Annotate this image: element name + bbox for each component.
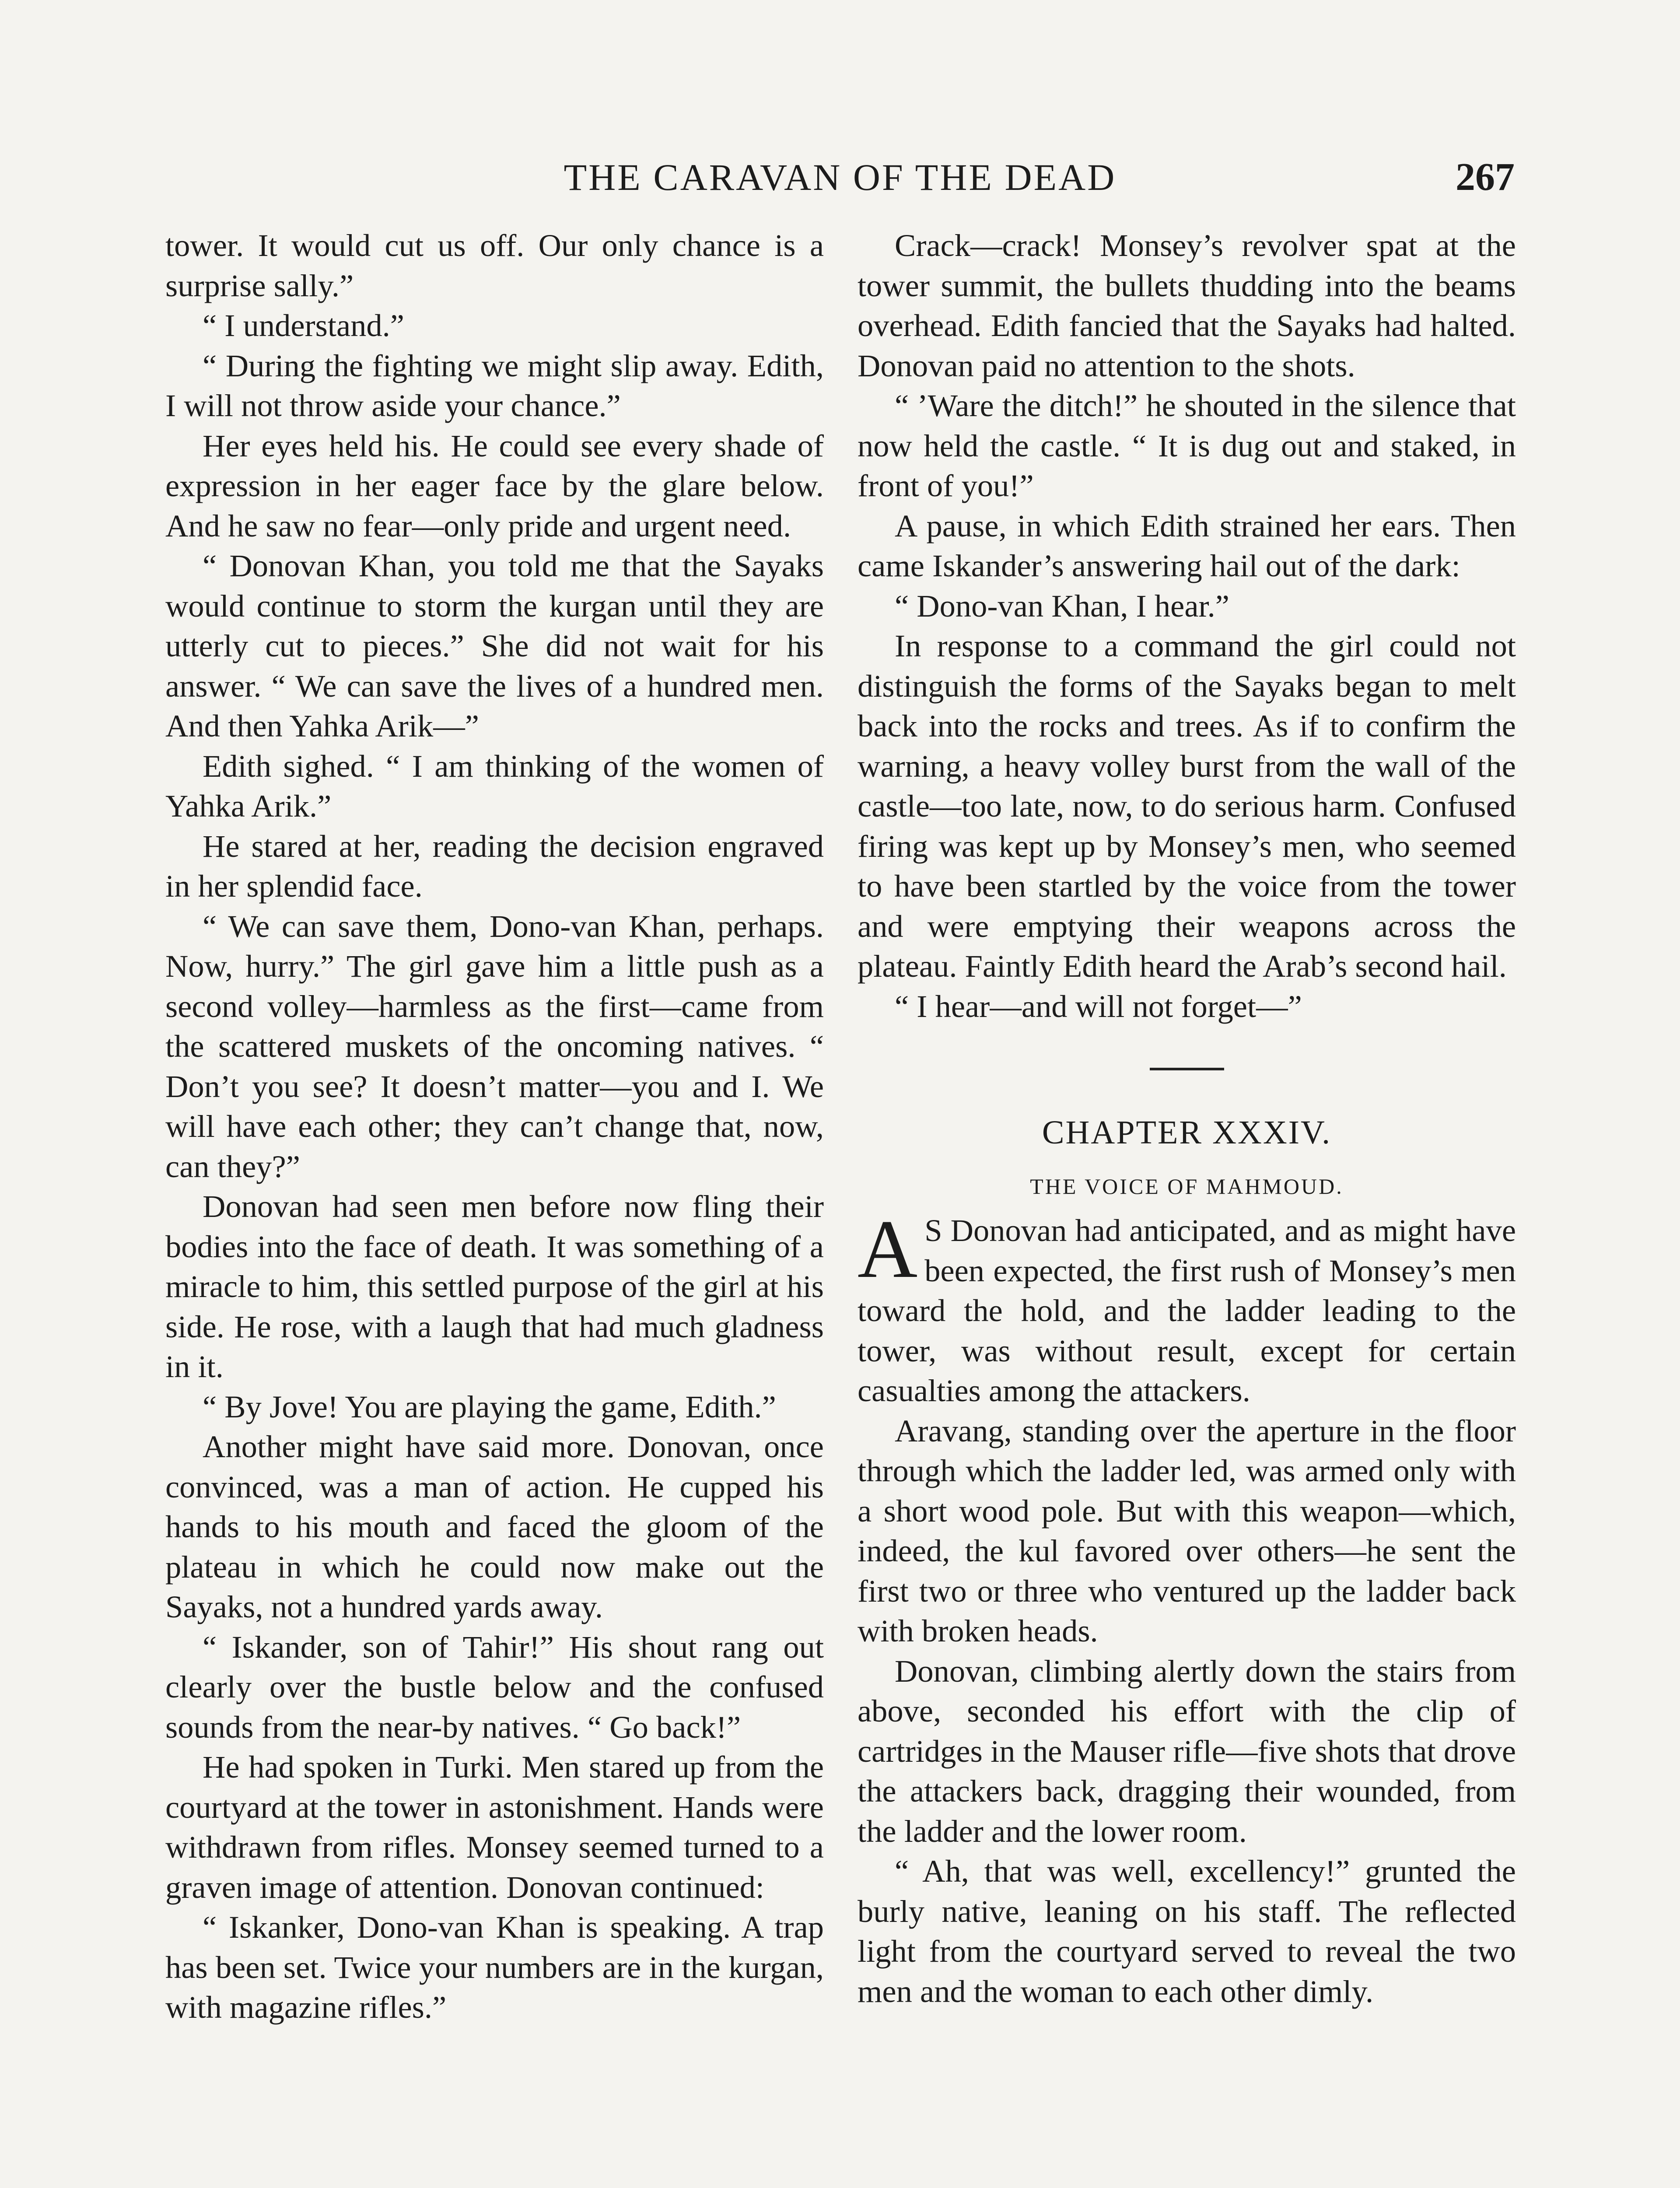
chapter-opening-paragraph [858,1203,1516,1411]
paragraph: “ Ah, that was well, excellency!” grunted the burly native, leaning on his staff. The reflected light from the courtyard served to reveal the two men and the woman to each other dimly. [858,1853,1516,2009]
paragraph: “ I hear—and will not forget—” [895,988,1302,1024]
right-column [858,225,1516,2011]
opening-text: S Donovan had anticipated, and as might have been expected, the first rush of Monsey’s men toward the hold, and the ladder leading to the tower, was without result, except for certain casualties among the attackers. [858,1213,1516,1408]
paragraph: “ ’Ware the ditch!” he shouted in the silence that now held the castle. “ It is dug out and staked, in front of you!” [858,388,1516,503]
paragraph: He stared at her, reading the decision engraved in her splendid face. [165,828,824,904]
paragraph: Edith sighed. “ I am thinking of the women of Yahka Arik.” [165,748,824,824]
section-divider [1150,1068,1224,1070]
paragraph: Donovan had seen men before now fling their bodies into the face of death. It was something of a miracle to him, this settled purpose of the girl at his side. He rose, with a laugh that had much gladness in it. [165,1189,824,1384]
paragraph: Another might have said more. Donovan, once convinced, was a man of action. He cupped his hands to his mouth and faced the gloom of the plateau in which he could now make out the Sayaks, not a hundred yards away. [165,1429,824,1624]
paragraph: In response to a command the girl could not distinguish the forms of the Sayaks began to melt back into the rocks and trees. As if to confirm the warning, a heavy volley burst from the wall of the castle—too late, now, to do serious harm. Confused firing was kept up by Monsey’s men, who seemed to have been startled by the voice from the tower and were emptying their weapons across the plateau. Faintly Edith heard the Arab’s second hail. [858,628,1516,984]
paragraph: “ By Jove! You are playing the game, Edith.” [203,1389,776,1424]
paragraph: “ Donovan Khan, you told me that the Sayaks would continue to storm the kurgan until they are utterly cut to pieces.” She did not wait for his answer. “ We can save the lives of a hundred men. And then Yahka Arik—” [165,548,824,743]
chapter-subtitle: THE VOICE OF MAHMOUD. [1030,1174,1344,1199]
running-title: THE CARAVAN OF THE DEAD [564,156,1116,198]
paragraph: Aravang, standing over the aperture in the floor through which the ladder led, was armed only with a short wood pole. But with this weapon—which, indeed, the kul favored over others—he sent the first two or three who ventured up the ladder back with broken heads. [858,1413,1516,1648]
left-column [165,225,824,2027]
paragraph: “ Iskander, son of Tahir!” His shout rang out clearly over the bustle below and the confused sounds from the near-by natives. “ Go back!” [165,1629,824,1745]
page-number: 267 [1456,155,1515,199]
paragraph: “ We can save them, Dono-van Khan, perhaps. Now, hurry.” The girl gave him a little push as a second volley—harmless as the first—came from the scattered muskets of the oncoming natives. “ Don’t you see? It doesn’t matter—you and I. We will have each other; they can’t change that, now, can they?” [165,908,824,1184]
paragraph: Her eyes held his. He could see every shade of expression in her eager face by the glare below. And he saw no fear—only pride and urgent need. [165,428,824,543]
paragraph: “ During the fighting we might slip away. Edith, I will not throw aside your chance.” [165,347,824,423]
page-header [165,155,1515,208]
paragraph: He had spoken in Turki. Men stared up from the courtyard at the tower in astonishment. Hands were withdrawn from rifles. Monsey seemed turned to a graven image of attention. Donovan continued: [165,1749,824,1905]
drop-cap: A [858,1203,918,1295]
paragraph: Crack—crack! Monsey’s revolver spat at the tower summit, the bullets thudding into the beams overhead. Edith fancied that the Sayaks had halted. Donovan paid no attention to the shots. [858,228,1516,383]
paragraph: “ Iskanker, Dono-van Khan is speaking. A trap has been set. Twice your numbers are in the kurgan, with magazine rifles.” [165,1909,824,2025]
paragraph: A pause, in which Edith strained her ears. Then came Iskander’s answering hail out of the dark: [858,508,1516,583]
paragraph: “ I understand.” [203,308,404,343]
paragraph: “ Dono-van Khan, I hear.” [895,588,1229,624]
paragraph: Donovan, climbing alertly down the stairs from above, seconded his effort with the clip of cartridges in the Mauser rifle—five shots that drove the attackers back, dragging their wounded, from the ladder and the lower room. [858,1653,1516,1849]
paragraph: tower. It would cut us off. Our only chance is a surprise sally.” [165,228,824,303]
chapter-title: CHAPTER XXXIV. [1042,1114,1332,1151]
